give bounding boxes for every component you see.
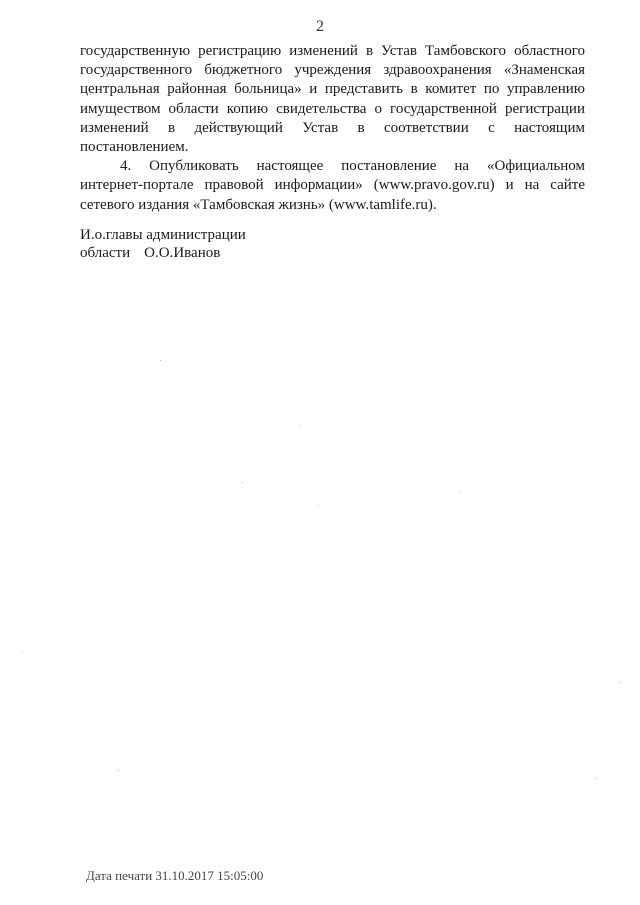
document-body: [80, 42, 585, 215]
text-line: интернет-портале правовой информации» (www.pravo.gov.ru) и на сайте: [80, 177, 585, 194]
scan-speck: [22, 652, 23, 653]
scan-speck: [242, 482, 243, 483]
signatory-position-cont: области: [80, 245, 131, 261]
signatory-line: [80, 244, 246, 262]
scan-speck: [460, 492, 461, 493]
scan-speck: [118, 770, 119, 771]
signature-block: [80, 226, 246, 262]
print-date: Дата печати 31.10.2017 15:05:00: [86, 868, 264, 883]
scan-speck: [620, 682, 621, 683]
scan-speck: [300, 425, 301, 426]
text-line: изменений в действующий Устав в соответствии с настоящим: [80, 119, 585, 136]
text-line: центральная районная больница» и представить в комитет по управлению: [80, 81, 585, 98]
scan-speck: [318, 505, 319, 506]
scan-speck: [160, 360, 161, 361]
text-line: государственную регистрацию изменений в Устав Тамбовского областного: [80, 43, 585, 59]
text-line: постановлением.: [80, 138, 189, 155]
text-line: сетевого издания «Тамбовская жизнь» (www.tamlife.ru).: [80, 196, 437, 213]
text-line: имуществом области копию свидетельства о государственной регистрации: [80, 100, 585, 117]
signatory-name: О.О.Иванов: [144, 245, 221, 261]
scan-speck: [596, 778, 597, 779]
page-number: 2: [316, 18, 324, 35]
signatory-position: И.о.главы администрации: [80, 227, 246, 243]
text-line: 4. Опубликовать настоящее постановление на «Официальном: [120, 158, 585, 175]
text-line: государственного бюджетного учреждения здравоохранения «Знаменская: [80, 62, 585, 79]
